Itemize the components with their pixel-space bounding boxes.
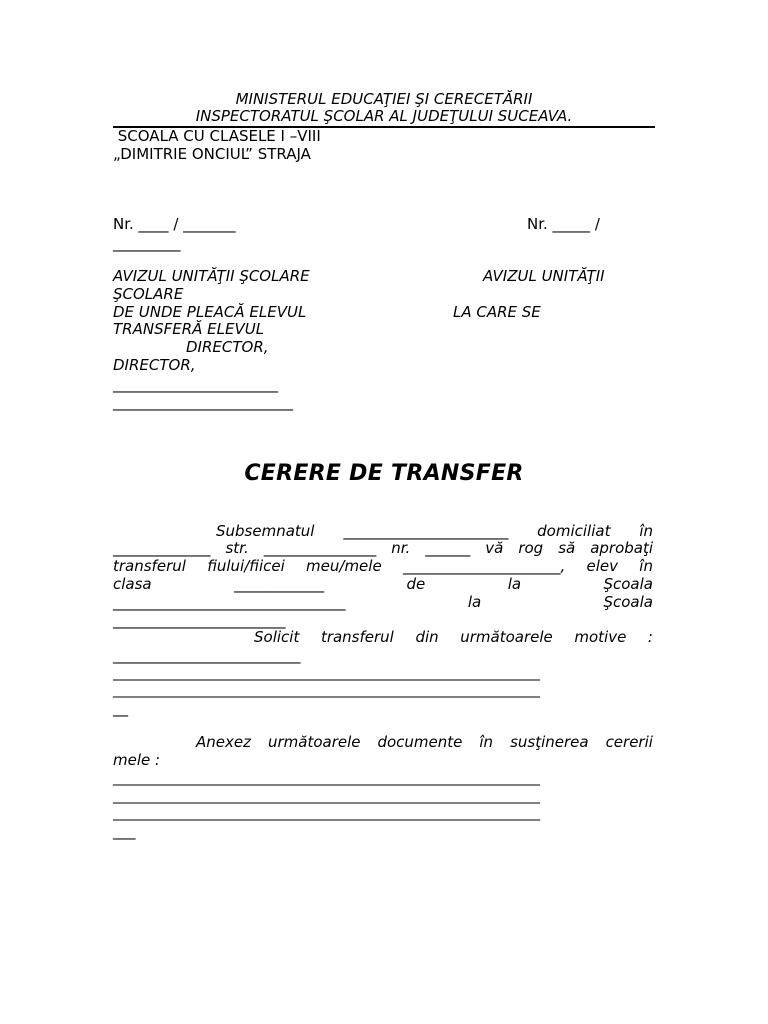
text-scoala: Şcoala bbox=[603, 575, 653, 593]
text-word: de bbox=[406, 575, 426, 593]
director-left: DIRECTOR, bbox=[186, 338, 269, 356]
text-word: următoarele bbox=[460, 628, 553, 646]
text-word: documente bbox=[377, 733, 463, 751]
body-line-5 bbox=[113, 594, 653, 611]
document-title: CERERE DE TRANSFER bbox=[244, 461, 524, 486]
text-word: : bbox=[647, 628, 653, 646]
aviz-left-line3: DE UNDE PLEACĂ ELEVUL bbox=[113, 303, 307, 321]
text-word: cererii bbox=[605, 733, 653, 751]
text-word: susţinerea bbox=[510, 733, 589, 751]
text-word: transferul bbox=[320, 628, 394, 646]
body-line-7 bbox=[254, 629, 653, 646]
body-line-2 bbox=[113, 540, 653, 557]
body-line-3 bbox=[113, 558, 653, 575]
text-word: vă bbox=[485, 539, 504, 557]
body-line-1 bbox=[216, 523, 653, 540]
text-word: la bbox=[467, 593, 482, 611]
text-domiciliat: domiciliat bbox=[537, 522, 611, 540]
signature-line-1: ______________________ bbox=[113, 375, 278, 393]
director-right: DIRECTOR, bbox=[113, 356, 196, 374]
reasons-line-1: _________________________ bbox=[113, 646, 301, 664]
number-left: Nr. ____ / _______ bbox=[113, 215, 236, 233]
aviz-line2: ŞCOLARE bbox=[113, 285, 184, 303]
text-word: elev bbox=[586, 557, 619, 575]
text-word: din bbox=[415, 628, 439, 646]
school-line-1: SCOALA CU CLASELE I –VIII bbox=[113, 127, 321, 145]
text-word: în bbox=[479, 733, 494, 751]
body-line-13: mele : bbox=[113, 751, 161, 769]
text-word: următoarele bbox=[267, 733, 361, 751]
text-in: în bbox=[639, 522, 653, 540]
blank-class: ____________ bbox=[234, 575, 325, 593]
text-scoala: Şcoala bbox=[603, 593, 653, 611]
text-word: transferul bbox=[113, 557, 186, 575]
aviz-left-line1: AVIZUL UNITĂŢII ŞCOLARE bbox=[113, 267, 310, 285]
text-word: aprobaţi bbox=[590, 539, 654, 557]
text-word: fiului/fiicei bbox=[207, 557, 285, 575]
body-line-4 bbox=[113, 576, 653, 593]
signature-line-2: ________________________ bbox=[113, 393, 293, 411]
text-word: motive bbox=[574, 628, 627, 646]
text-word: rog bbox=[518, 539, 544, 557]
blank-street: _______________ bbox=[263, 539, 377, 557]
aviz-right-line3: LA CARE SE bbox=[453, 303, 541, 321]
number-right: Nr. _____ / bbox=[527, 215, 600, 233]
text-word: să bbox=[558, 539, 576, 557]
blank-number: ______ bbox=[425, 539, 471, 557]
text-nr: nr. bbox=[391, 539, 411, 557]
body-line-12 bbox=[196, 734, 653, 751]
school-line-2: „DIMITRIE ONCIUL” STRAJA bbox=[113, 145, 311, 163]
blank-school-to: _______________________ bbox=[113, 611, 286, 629]
documents-line-2: _____________________________________________________________ bbox=[113, 788, 540, 804]
documents-line-1: _____________________________________________________________ bbox=[113, 770, 540, 786]
reasons-line-3: _____________________________________________________________ bbox=[113, 682, 540, 698]
header-ministry: MINISTERUL EDUCAŢIEI ŞI CERECETĂRII bbox=[235, 90, 533, 108]
text-subsemnatul: Subsemnatul bbox=[216, 522, 315, 540]
blank-student-name: _____________________, bbox=[402, 557, 566, 575]
reasons-line-4: __ bbox=[113, 699, 128, 717]
aviz-line4: TRANSFERĂ ELEVUL bbox=[113, 320, 265, 338]
reasons-line-2: _____________________________________________________________ bbox=[113, 665, 540, 681]
header-inspectorate: INSPECTORATUL ŞCOLAR AL JUDEŢULUI SUCEAVA. bbox=[195, 107, 573, 125]
text-clasa: clasa bbox=[113, 575, 152, 593]
text-word: Anexez bbox=[196, 733, 251, 751]
blank-school-from: _______________________________ bbox=[113, 593, 346, 611]
text-word: meu/mele bbox=[306, 557, 382, 575]
text-str: str. bbox=[225, 539, 249, 557]
blank-locality: _____________ bbox=[113, 539, 211, 557]
number-left-continuation: _________ bbox=[113, 234, 181, 252]
aviz-right-line1: AVIZUL UNITĂŢII bbox=[483, 267, 605, 285]
blank-name: ______________________ bbox=[343, 522, 509, 540]
documents-line-4: ___ bbox=[113, 822, 136, 840]
text-word: la bbox=[507, 575, 522, 593]
text-word: în bbox=[639, 557, 653, 575]
documents-line-3: _____________________________________________________________ bbox=[113, 805, 540, 821]
text-word: Solicit bbox=[254, 628, 300, 646]
